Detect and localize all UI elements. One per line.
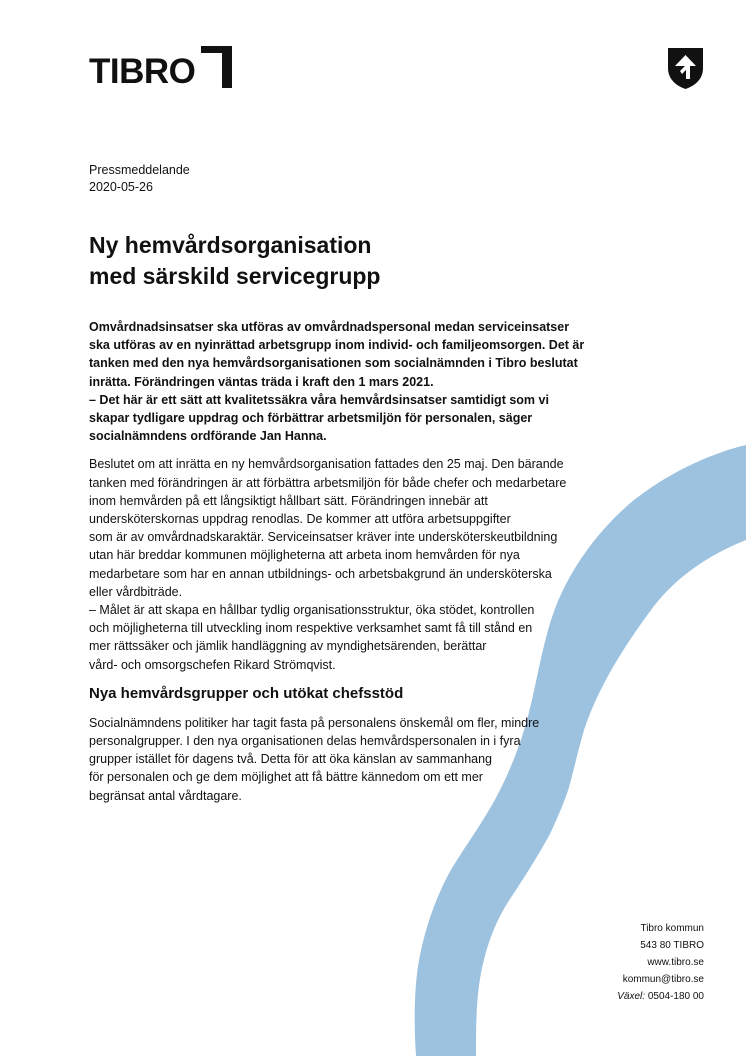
lead-line: skapar tydligare uppdrag och förbättrar arbetsmiljön för personalen, säger	[89, 411, 533, 426]
contact-phone	[617, 988, 704, 1005]
lead-line: socialnämndens ordförande Jan Hanna.	[89, 429, 327, 444]
contact-postal: 543 80 TIBRO	[640, 940, 704, 951]
body-paragraph-1	[89, 455, 649, 673]
body-line: inom hemvården på ett långsiktigt hållbart sätt. Förändringen innebär att	[89, 493, 488, 508]
contact-org: Tibro kommun	[640, 923, 704, 934]
document-type: Pressmeddelande	[89, 163, 190, 177]
phone-number: 0504-180 00	[647, 991, 704, 1002]
body-line: tanken med förändringen är att förbättra arbetsmiljön för både chefer och medarbetare	[89, 475, 567, 490]
press-meta	[89, 162, 190, 196]
body-line: som är av omvårdnadskaraktär. Serviceinsatser kräver inte undersköterskeutbildning	[89, 530, 558, 545]
body-line: begränsat antal vårdtagare.	[89, 788, 242, 803]
lead-line: tanken med den nya hemvårdsorganisationen som socialnämnden i Tibro beslutat	[89, 356, 578, 371]
lead-line: Omvårdnadsinsatser ska utföras av omvårdnadspersonal medan serviceinsatser	[89, 320, 570, 334]
body-line: Socialnämndens politiker har tagit fasta på personalens önskemål om fler, mindre	[89, 715, 540, 730]
lead-line: ska utföras av en nyinrättad arbetsgrupp inom individ- och familjeomsorgen. Det är	[89, 338, 585, 353]
body-line: medarbetare som har en annan utbildnings- och arbetsbakgrund än undersköterska	[89, 566, 552, 581]
body-line: för personalen och ge dem möjlighet att få bättre kännedom om ett mer	[89, 770, 483, 785]
body-line: utan här breddar kommunen möjligheterna att arbeta inom hemvården för nya	[89, 548, 520, 563]
body-line: Beslutet om att inrätta en ny hemvårdsorganisation fattades den 25 maj. Den bärande	[89, 457, 564, 472]
body-paragraph-2	[89, 714, 649, 805]
contact-info	[617, 920, 704, 1005]
release-date: 2020-05-26	[89, 180, 153, 194]
body-line: personalgrupper. I den nya organisationen delas hemvårdspersonalen in i fyra	[89, 734, 521, 749]
contact-email: kommun@tibro.se	[622, 974, 704, 985]
contact-web: www.tibro.se	[647, 957, 704, 968]
logo-text: TIBRO	[89, 52, 196, 91]
body-line: undersköterskornas uppdrag renodlas. De kommer att utföra arbetsuppgifter	[89, 512, 511, 527]
phone-label: Växel:	[617, 991, 646, 1002]
body-line: mer rättssäker och jämlik handläggning av myndighetsärenden, berättar	[89, 639, 487, 654]
lead-paragraph	[89, 318, 649, 445]
logo-bar-vertical	[222, 46, 232, 88]
lead-line: inrätta. Förändringen väntas träda i kraft den 1 mars 2021.	[89, 374, 434, 389]
body-line: vård- och omsorgschefen Rikard Strömqvist.	[89, 657, 336, 672]
coat-of-arms-icon	[666, 46, 705, 90]
body-line: och möjligheterna till utveckling inom respektive verksamhet samt få till stånd en	[89, 621, 533, 636]
title-line-2: med särskild servicegrupp	[89, 263, 381, 289]
body-line: – Målet är att skapa en hållbar tydlig organisationsstruktur, öka stödet, kontrollen	[89, 603, 535, 618]
lead-line: – Det här är ett sätt att kvalitetssäkra våra hemvårdsinsatser samtidigt som vi	[89, 392, 549, 407]
body-line: grupper istället för dagens två. Detta för att öka känslan av sammanhang	[89, 752, 493, 767]
body-line: eller vårdbiträde.	[89, 584, 183, 599]
title-line-1: Ny hemvårdsorganisation	[89, 232, 372, 258]
article-body	[89, 318, 649, 815]
page-title	[89, 230, 380, 292]
section-heading: Nya hemvårdsgrupper och utökat chefsstöd	[89, 684, 404, 702]
